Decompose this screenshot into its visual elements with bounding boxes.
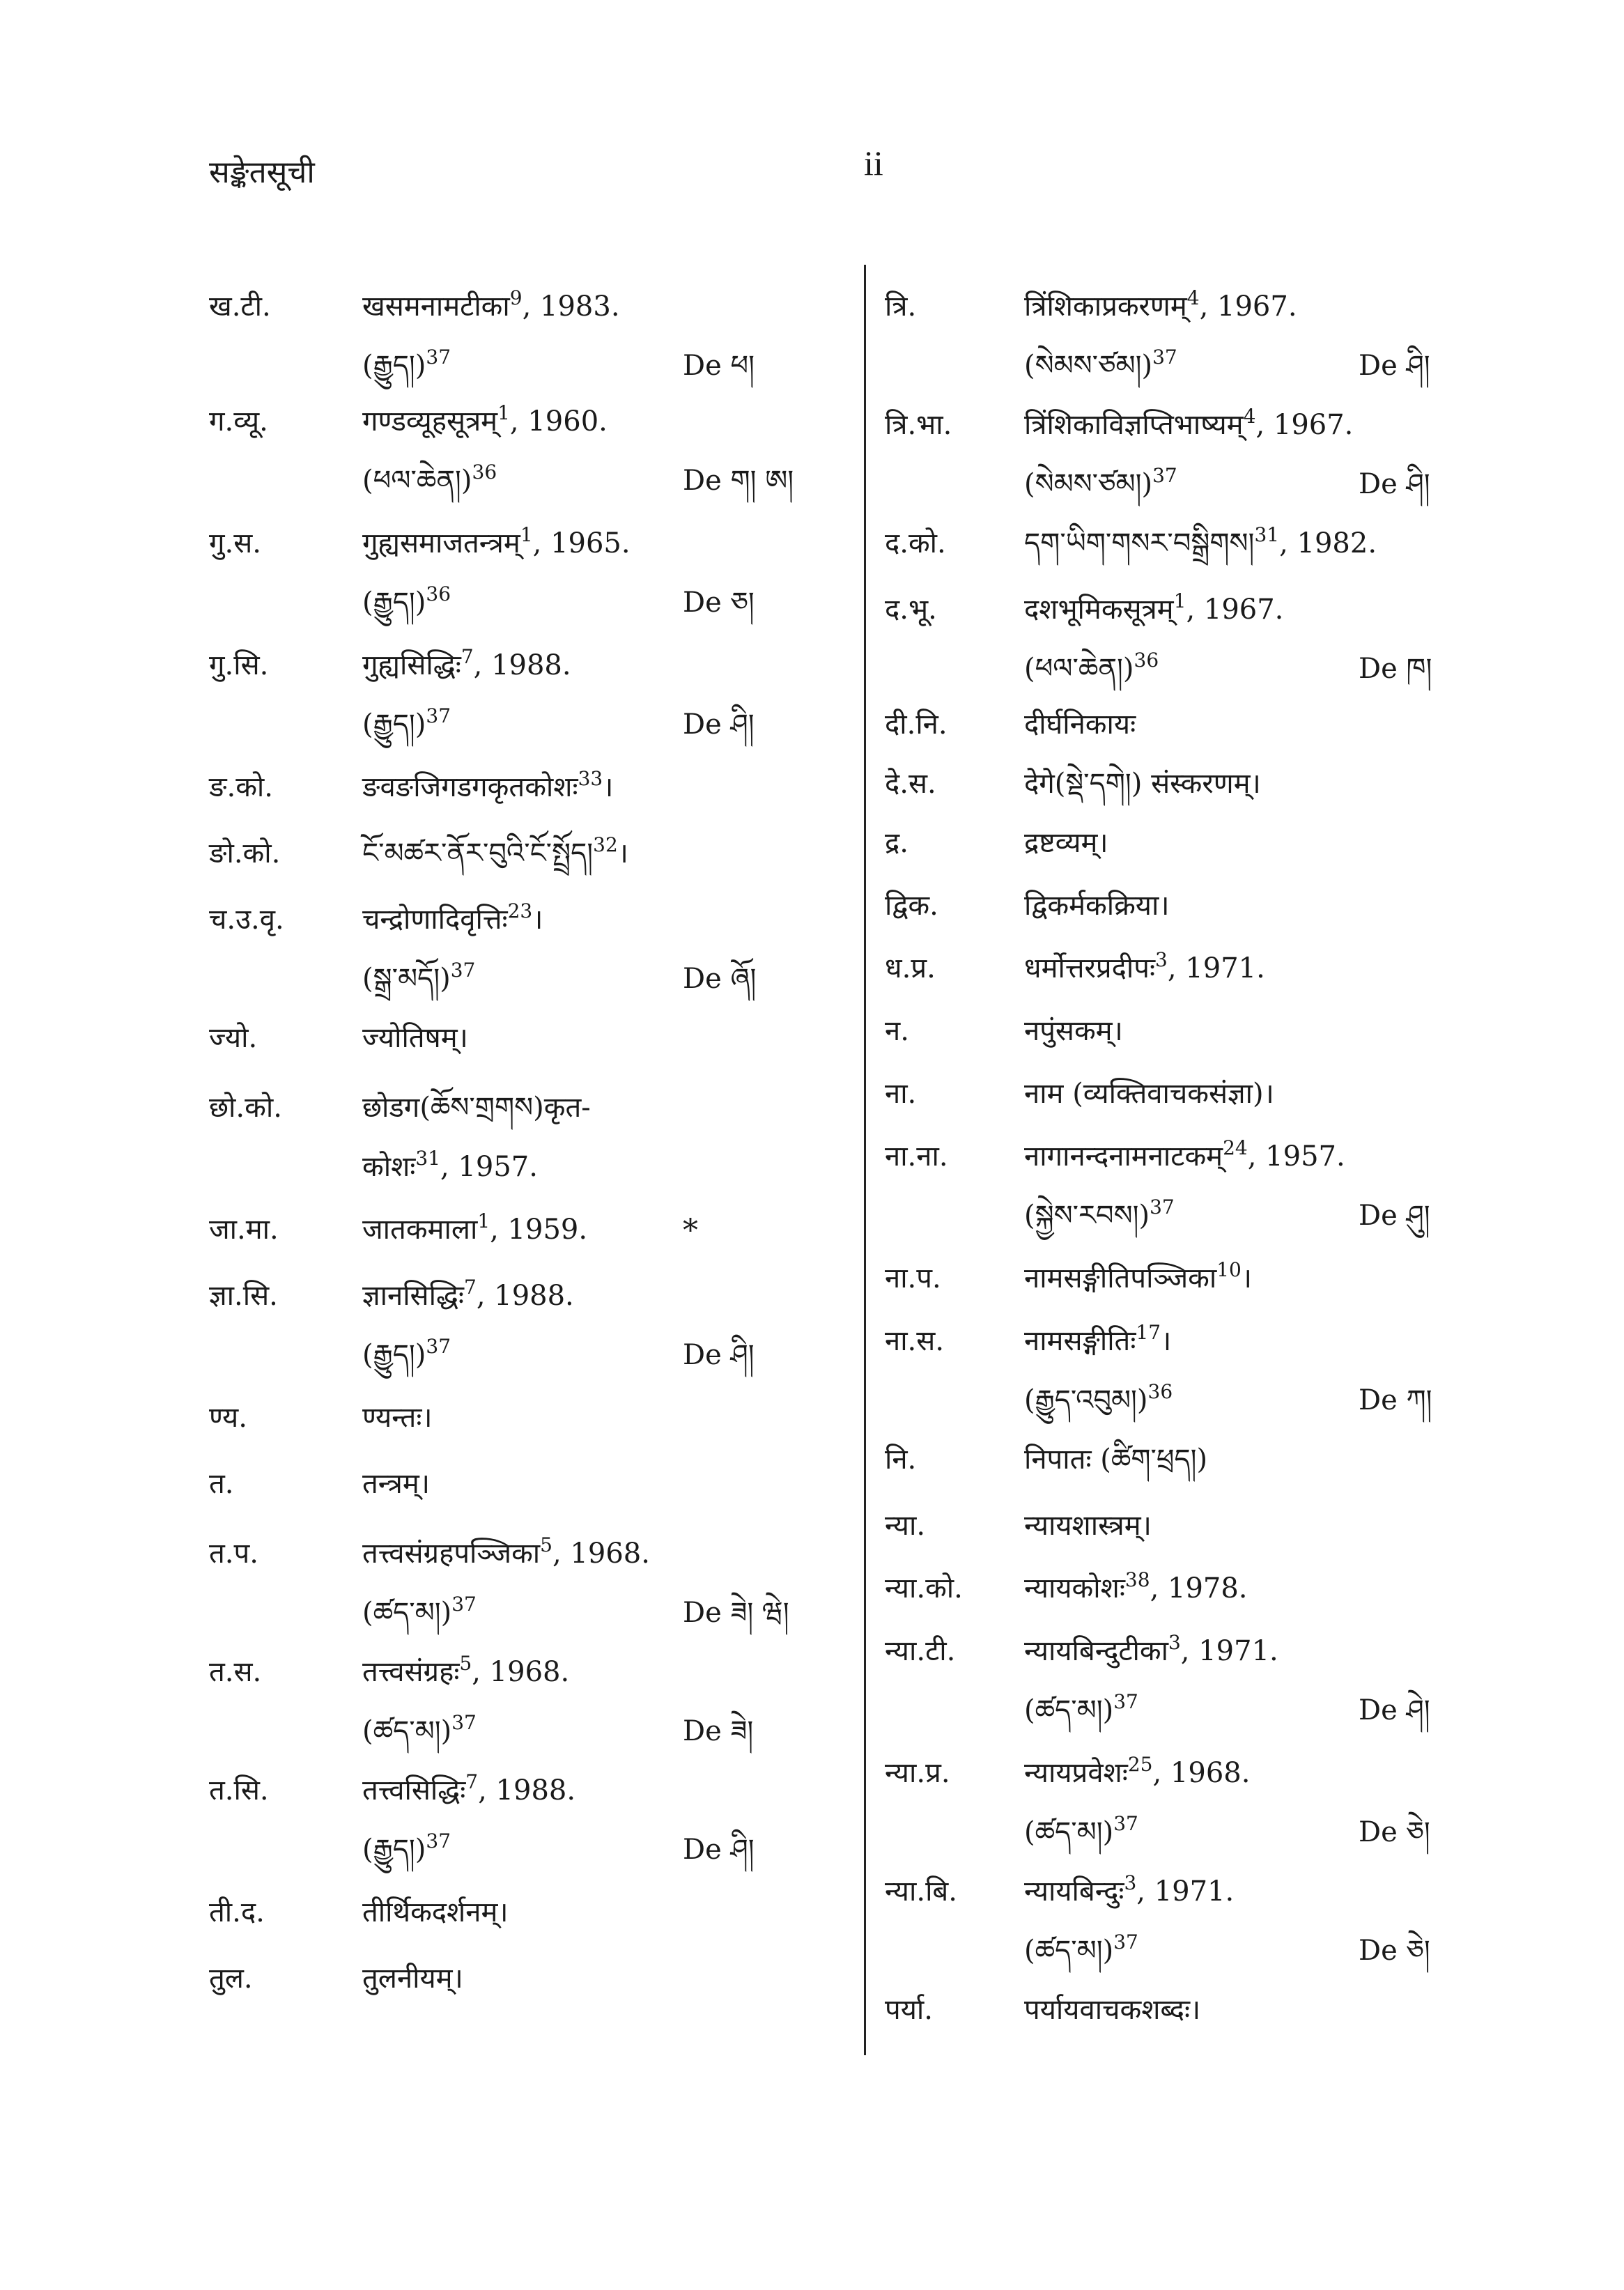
derge-reference: De ཤི།: [1359, 468, 1430, 500]
reference-number: 7: [461, 645, 474, 668]
reference-number: 37: [426, 346, 451, 369]
reference-number: 37: [1152, 464, 1177, 487]
derge-reference: De ཅ།: [683, 587, 755, 619]
reference-number: 23: [507, 899, 533, 922]
entry-title: द्रष्टव्यम्।: [1024, 827, 1108, 859]
abbreviation: दी.नि.: [885, 709, 948, 741]
abbreviation: पर्या.: [885, 1994, 933, 2026]
reference-number: 37: [426, 1335, 451, 1358]
entry-title: तत्त्वसंग्रहपञ्जिका$^5$, 1968.: [362, 1533, 650, 1570]
entry-source: (ཕལ་ཆེན།)$^{36}$: [362, 461, 497, 497]
derge-reference: De ག། ཨ།: [683, 465, 794, 497]
reference-number: 7: [465, 1770, 479, 1793]
entry-title: ण्यन्तः।: [362, 1402, 433, 1434]
reference-number: 37: [451, 1593, 477, 1616]
reference-number: 36: [1134, 649, 1159, 672]
reference-number: 1: [520, 523, 533, 546]
abbreviation: त.स.: [209, 1656, 262, 1688]
reference-number: 38: [1124, 1568, 1150, 1591]
abbreviation: ना.ना.: [885, 1140, 948, 1173]
abbreviation: न्या.बि.: [885, 1875, 957, 1908]
entry-title: ज्ञानसिद्धिः$^7$, 1988.: [362, 1276, 574, 1312]
abbreviation: ज्यो.: [209, 1022, 258, 1054]
entry-title: चन्द्रोणादिवृत्तिः$^{23}$।: [362, 899, 543, 936]
abbreviation: न्या.को.: [885, 1572, 963, 1604]
reference-number: 31: [415, 1147, 441, 1170]
entry-source: (རྒྱུད།)$^{37}$: [362, 1335, 451, 1371]
entry-title: नाम (व्यक्तिवाचकसंज्ञा)।: [1024, 1078, 1274, 1110]
reference-number: 10: [1216, 1258, 1242, 1281]
abbreviation: छो.को.: [209, 1092, 282, 1124]
entry-title: त्रिंशिकाप्रकरणम्$^4$, 1967.: [1024, 286, 1297, 323]
entry-title: नपुंसकम्।: [1024, 1015, 1123, 1047]
entry-title: नागानन्दनामनाटकम्$^{24}$, 1957.: [1024, 1136, 1345, 1173]
abbreviation: ण्य.: [209, 1402, 247, 1434]
reference-number: 37: [1152, 346, 1177, 369]
reference-number: 31: [1254, 523, 1280, 546]
entry-source: (ཚད་མ།)$^{37}$: [1024, 1812, 1138, 1848]
abbreviation: त्रि.: [885, 291, 917, 323]
reference-number: 1: [477, 1209, 490, 1232]
abbreviation: ध.प्र.: [885, 952, 936, 984]
entry-source: (ཚད་མ།)$^{37}$: [362, 1593, 477, 1629]
entry-title: तत्त्वसिद्धिः$^7$, 1988.: [362, 1770, 576, 1807]
abbreviation: ना.स.: [885, 1325, 945, 1357]
reference-number: 9: [509, 286, 523, 309]
reference-number: 37: [426, 704, 451, 727]
abbreviation: द्र.: [885, 827, 908, 859]
entry-source: (སྒྲ་མདོ།)$^{37}$: [362, 959, 476, 995]
entry-title: छोडग(ཆོས་གྲགས)कृत-: [362, 1092, 591, 1124]
entry-title: जातकमाला$^1$, 1959.: [362, 1209, 588, 1246]
abbreviation: जा.मा.: [209, 1214, 279, 1246]
entry-title: धर्मोत्तरप्रदीपः$^3$, 1971.: [1024, 948, 1265, 984]
reference-number: 32: [593, 833, 618, 856]
abbreviation: न्या.: [885, 1510, 926, 1542]
entry-title: खसमनामटीका$^9$, 1983.: [362, 286, 620, 323]
abbreviation: ज्ञा.सि.: [209, 1280, 278, 1312]
entry-title: དག་ཡིག་གསར་བསྒྲིགས།$^{31}$, 1982.: [1024, 523, 1377, 559]
abbreviation: तुल.: [209, 1963, 253, 1995]
reference-number: 4: [1243, 405, 1256, 428]
entry-source: (སྐྱེས་རབས།)$^{37}$: [1024, 1196, 1175, 1232]
reference-number: 37: [1150, 1196, 1175, 1219]
derge-reference: De ཤེ།: [1359, 1694, 1430, 1726]
derge-reference: De ཅེ།: [1359, 1816, 1430, 1848]
reference-number: 37: [1113, 1690, 1138, 1713]
column-divider: [864, 265, 866, 2055]
abbreviation: त.प.: [209, 1538, 258, 1570]
abbreviation: नि.: [885, 1444, 917, 1476]
reference-number: 5: [459, 1652, 472, 1675]
abbreviation: ना.प.: [885, 1262, 941, 1294]
reference-number: 36: [472, 461, 497, 483]
derge-reference: De ཤི།: [683, 709, 755, 741]
entry-source: (སེམས་ཙམ།)$^{37}$: [1024, 464, 1177, 500]
abbreviation: त्रि.भा.: [885, 409, 952, 441]
reference-number: 37: [1113, 1812, 1138, 1835]
entry-title: न्यायप्रवेशः$^{25}$, 1968.: [1024, 1753, 1251, 1789]
abbreviation: ङ.को.: [209, 771, 273, 803]
reference-number: 3: [1124, 1871, 1137, 1894]
abbreviation: न.: [885, 1015, 909, 1047]
derge-reference: De ཅེ།: [1359, 1935, 1430, 1967]
abbreviation: द.को.: [885, 527, 946, 559]
entry-title: नामसङ्गीतिः$^{17}$।: [1024, 1321, 1172, 1357]
reference-number: 1: [1173, 589, 1186, 612]
entry-title: न्यायशास्त्रम्।: [1024, 1510, 1152, 1542]
entry-title: तत्त्वसंग्रहः$^5$, 1968.: [362, 1652, 570, 1688]
entry-title: पर्यायवाचकशब्दः।: [1024, 1994, 1201, 2026]
derge-reference: De ཤི།: [1359, 350, 1430, 382]
entry-title: नामसङ्गीतिपञ्जिका$^{10}$।: [1024, 1258, 1253, 1294]
entry-title: दशभूमिकसूत्रम्$^1$, 1967.: [1024, 589, 1284, 626]
reference-number: 37: [450, 959, 476, 982]
reference-number: 3: [1168, 1631, 1181, 1654]
entry-source: (ཚད་མ།)$^{37}$: [1024, 1931, 1138, 1967]
reference-number: 1: [497, 401, 510, 424]
derge-reference: De ཀ།: [1359, 1384, 1432, 1416]
entry-title: न्यायबिन्दुः$^3$, 1971.: [1024, 1871, 1235, 1908]
abbreviation: ग.व्यू.: [209, 405, 268, 438]
entry-title: तन्त्रम्।: [362, 1468, 430, 1500]
entry-title: न्यायबिन्दुटीका$^3$, 1971.: [1024, 1631, 1278, 1667]
derge-reference: De ཟེ། ཝེ།: [683, 1597, 789, 1629]
derge-reference: De ཤི།: [683, 1339, 755, 1371]
abbreviation: ङो.को.: [209, 837, 281, 869]
entry-source: (རྒྱུད།)$^{37}$: [362, 704, 451, 741]
entry-source: (རྒྱུད།)$^{37}$: [362, 346, 451, 382]
entry-title: न्यायकोशः$^{38}$, 1978.: [1024, 1568, 1248, 1604]
entry-title: गण्डव्यूहसूत्रम्$^1$, 1960.: [362, 401, 608, 438]
entry-title: गुह्यसमाजतन्त्रम्$^1$, 1965.: [362, 523, 631, 559]
abbreviation: द.भू.: [885, 594, 937, 626]
entry-title: द्विकर्मकक्रिया।: [1024, 890, 1170, 922]
abbreviation: द्विक.: [885, 890, 938, 922]
derge-reference: De ཤི།: [683, 1834, 755, 1866]
reference-number: 5: [540, 1533, 552, 1556]
reference-number: 33: [578, 767, 603, 790]
abbreviation: च.उ.वृ.: [209, 904, 284, 936]
entry-title: तीर्थिकदर्शनम्।: [362, 1896, 509, 1928]
entry-source: (ཚད་མ།)$^{37}$: [1024, 1690, 1138, 1726]
abbreviation: त.सि.: [209, 1774, 269, 1807]
entry-source: (ཚད་མ།)$^{37}$: [362, 1711, 477, 1747]
entry-title: दीर्घनिकायः: [1024, 709, 1136, 741]
entry-title: गुह्यसिद्धिः$^7$, 1988.: [362, 645, 571, 681]
abbreviation: ख.टी.: [209, 291, 271, 323]
entry-title: तुलनीयम्।: [362, 1963, 463, 1995]
reference-number: 36: [426, 582, 451, 605]
entry-title: देगे(སྡེ་དགེ།) संस्करणम्।: [1024, 768, 1261, 800]
reference-number: 24: [1223, 1136, 1248, 1159]
derge-reference: De ཤུ།: [1359, 1200, 1430, 1232]
page-number: ii: [864, 144, 883, 183]
abbreviation: गु.स.: [209, 527, 261, 559]
reference-number: 37: [451, 1711, 477, 1734]
reference-number: 37: [426, 1829, 451, 1852]
reference-number: 17: [1136, 1321, 1161, 1344]
abbreviation: न्या.प्र.: [885, 1757, 950, 1789]
entry-source: (རྒྱུད།)$^{36}$: [362, 582, 451, 619]
entry-title: त्रिंशिकाविज्ञप्तिभाष्यम्$^4$, 1967.: [1024, 405, 1354, 441]
abbreviation: ना.: [885, 1078, 917, 1110]
reference-number: 36: [1147, 1380, 1173, 1403]
abbreviation: दे.स.: [885, 768, 936, 800]
entry-source: (རྒྱུད་འབུམ།)$^{36}$: [1024, 1380, 1173, 1416]
reference-number: 7: [464, 1276, 477, 1299]
entry-title: ངོ་མཚར་ནོར་བུའི་ངོ་སྤྲོད།$^{32}$।: [362, 833, 628, 869]
reference-number: 25: [1127, 1753, 1153, 1776]
abbreviation: न्या.टी.: [885, 1635, 956, 1667]
entry-title: ज्योतिषम्।: [362, 1022, 468, 1054]
entry-title: ङवङजिगडगकृतकोशः$^{33}$।: [362, 767, 614, 803]
entry-title: निपातः (ཚིག་ཕྲད།): [1024, 1444, 1208, 1476]
reference-number: 4: [1186, 286, 1200, 309]
entry-source: (སེམས་ཙམ།)$^{37}$: [1024, 346, 1177, 382]
running-header: सङ्केतसूची: [209, 155, 315, 190]
asterisk-mark: *: [683, 1213, 698, 1248]
abbreviation: त.: [209, 1468, 234, 1500]
derge-reference: De ཟེ།: [683, 1715, 754, 1747]
reference-number: 3: [1155, 948, 1168, 971]
entry-source: (རྒྱུད།)$^{37}$: [362, 1829, 451, 1866]
reference-number: 37: [1113, 1931, 1138, 1954]
entry-source: (ཕལ་ཆེན།)$^{36}$: [1024, 649, 1159, 685]
derge-reference: De ཁ།: [1359, 653, 1432, 685]
abbreviation: गु.सि.: [209, 649, 269, 681]
entry-source: कोशः$^{31}$, 1957.: [362, 1147, 538, 1183]
derge-reference: De ཕ།: [683, 350, 755, 382]
abbreviation: ती.द.: [209, 1896, 265, 1928]
derge-reference: De ཞོ།: [683, 963, 757, 995]
